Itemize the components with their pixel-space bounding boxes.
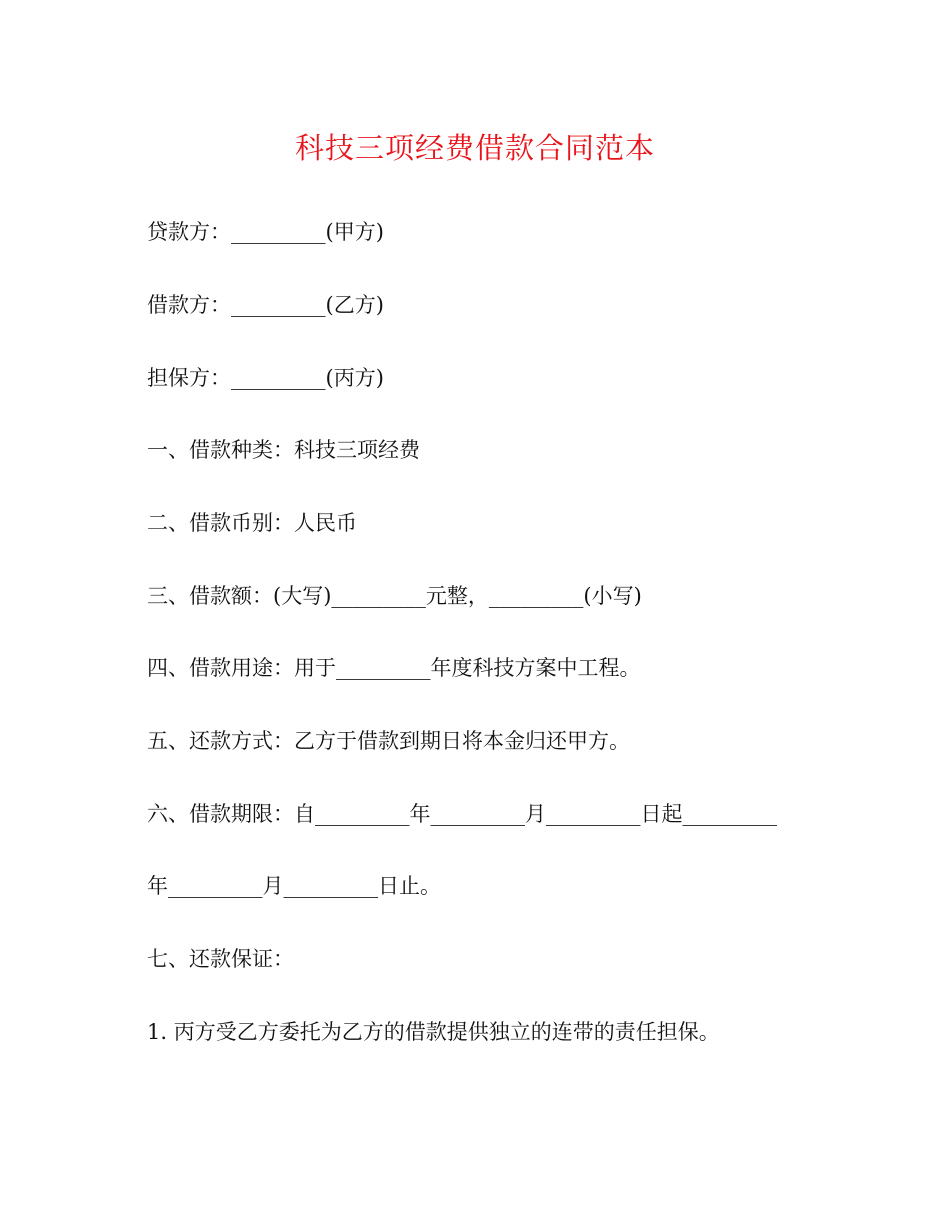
clause-term-end: 年_________月_________日止。	[147, 874, 441, 898]
document-title: 科技三项经费借款合同范本	[294, 131, 655, 165]
clause-term-start: 六、借款期限：自_________年_________月_________日起_________	[147, 802, 777, 826]
borrower-line: 借款方：_________(乙方)	[147, 293, 384, 317]
guarantee-item-1: 1. 丙方受乙方委托为乙方的借款提供独立的连带的责任担保。	[147, 1020, 720, 1044]
clause-purpose: 四、借款用途：用于_________年度科技方案中工程。	[147, 656, 641, 680]
clause-loan-type: 一、借款种类：科技三项经费	[147, 438, 420, 462]
lender-line: 贷款方：_________(甲方)	[147, 220, 384, 244]
clause-currency: 二、借款币别：人民币	[147, 511, 357, 535]
guarantor-line: 担保方：_________(丙方)	[147, 366, 384, 390]
clause-amount: 三、借款额：(大写)_________元整，_________(小写)	[147, 584, 642, 608]
clause-repayment-guarantee: 七、还款保证：	[147, 947, 294, 971]
clause-repayment-method: 五、还款方式：乙方于借款到期日将本金归还甲方。	[147, 729, 630, 753]
